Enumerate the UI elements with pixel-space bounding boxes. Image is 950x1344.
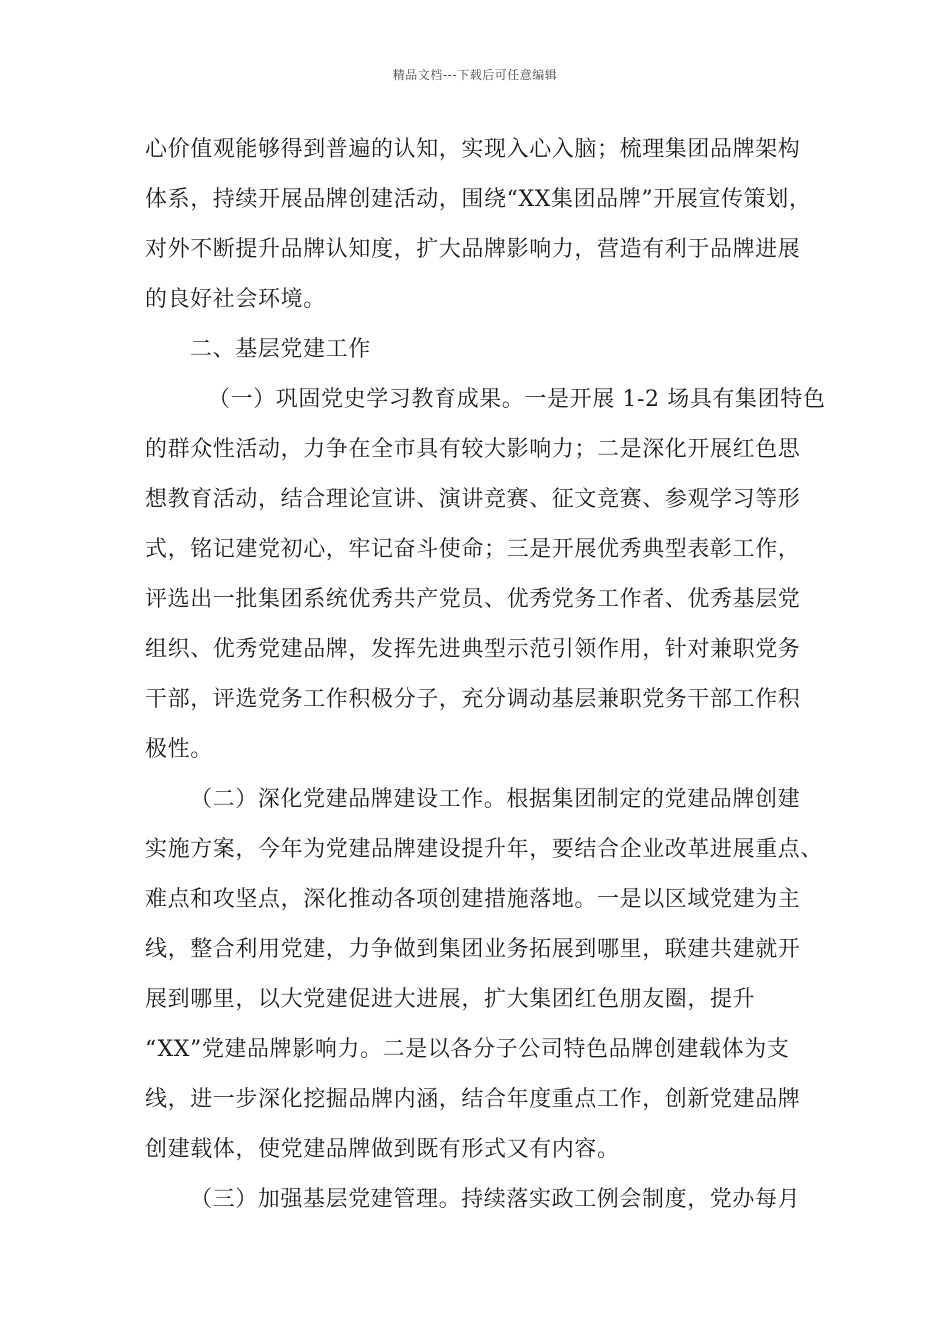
body-line-13: 极性。 xyxy=(145,737,213,762)
body-line-9: 式，铭记建党初心，牢记奋斗使命；三是开展优秀典型表彰工作， xyxy=(145,537,801,562)
body-line-4: 的良好社会环境。 xyxy=(145,287,326,312)
body-line-12: 干部，评选党务工作积极分子，充分调动基层兼职党务干部工作积 xyxy=(145,687,801,712)
body-line-19: “XX”党建品牌影响力。二是以各分子公司特色品牌创建载体为支 xyxy=(145,1037,790,1062)
body-line-8: 想教育活动，结合理论宣讲、演讲竞赛、征文竞赛、参观学习等形 xyxy=(145,487,801,512)
body-line-14: （二）深化党建品牌建设工作。根据集团制定的党建品牌创建 xyxy=(190,787,801,812)
body-line-20: 线，进一步深化挖掘品牌内涵，结合年度重点工作，创新党建品牌 xyxy=(145,1087,801,1112)
body-line-6: （一）巩固党史学习教育成果。一是开展 1-2 场具有集团特色 xyxy=(208,387,826,412)
body-line-3: 对外不断提升品牌认知度，扩大品牌影响力，营造有利于品牌进展 xyxy=(145,237,801,262)
section-heading: 二、基层党建工作 xyxy=(190,337,371,362)
body-line-18: 展到哪里，以大党建促进大进展，扩大集团红色朋友圈，提升 xyxy=(145,987,756,1012)
body-line-15: 实施方案，今年为党建品牌建设提升年，要结合企业改革进展重点、 xyxy=(145,837,824,862)
body-line-21: 创建载体，使党建品牌做到既有形式又有内容。 xyxy=(145,1137,620,1162)
body-line-22: （三）加强基层党建管理。持续落实政工例会制度，党办每月 xyxy=(190,1187,801,1212)
body-line-2: 体系，持续开展品牌创建活动，围绕“XX集团品牌”开展宣传策划， xyxy=(145,187,812,212)
body-line-1: 心价值观能够得到普遍的认知，实现入心入脑；梳理集团品牌架构 xyxy=(145,137,801,162)
body-line-17: 线，整合利用党建，力争做到集团业务拓展到哪里，联建共建就开 xyxy=(145,937,801,962)
body-line-16: 难点和攻坚点，深化推动各项创建措施落地。一是以区域党建为主 xyxy=(145,887,801,912)
body-line-10: 评选出一批集团系统优秀共产党员、优秀党务工作者、优秀基层党 xyxy=(145,587,801,612)
body-line-7: 的群众性活动，力争在全市具有较大影响力；二是深化开展红色思 xyxy=(145,437,801,462)
body-line-11: 组织、优秀党建品牌，发挥先进典型示范引领作用，针对兼职党务 xyxy=(145,637,801,662)
page-header: 精品文档---下载后可任意编辑 xyxy=(392,68,558,82)
